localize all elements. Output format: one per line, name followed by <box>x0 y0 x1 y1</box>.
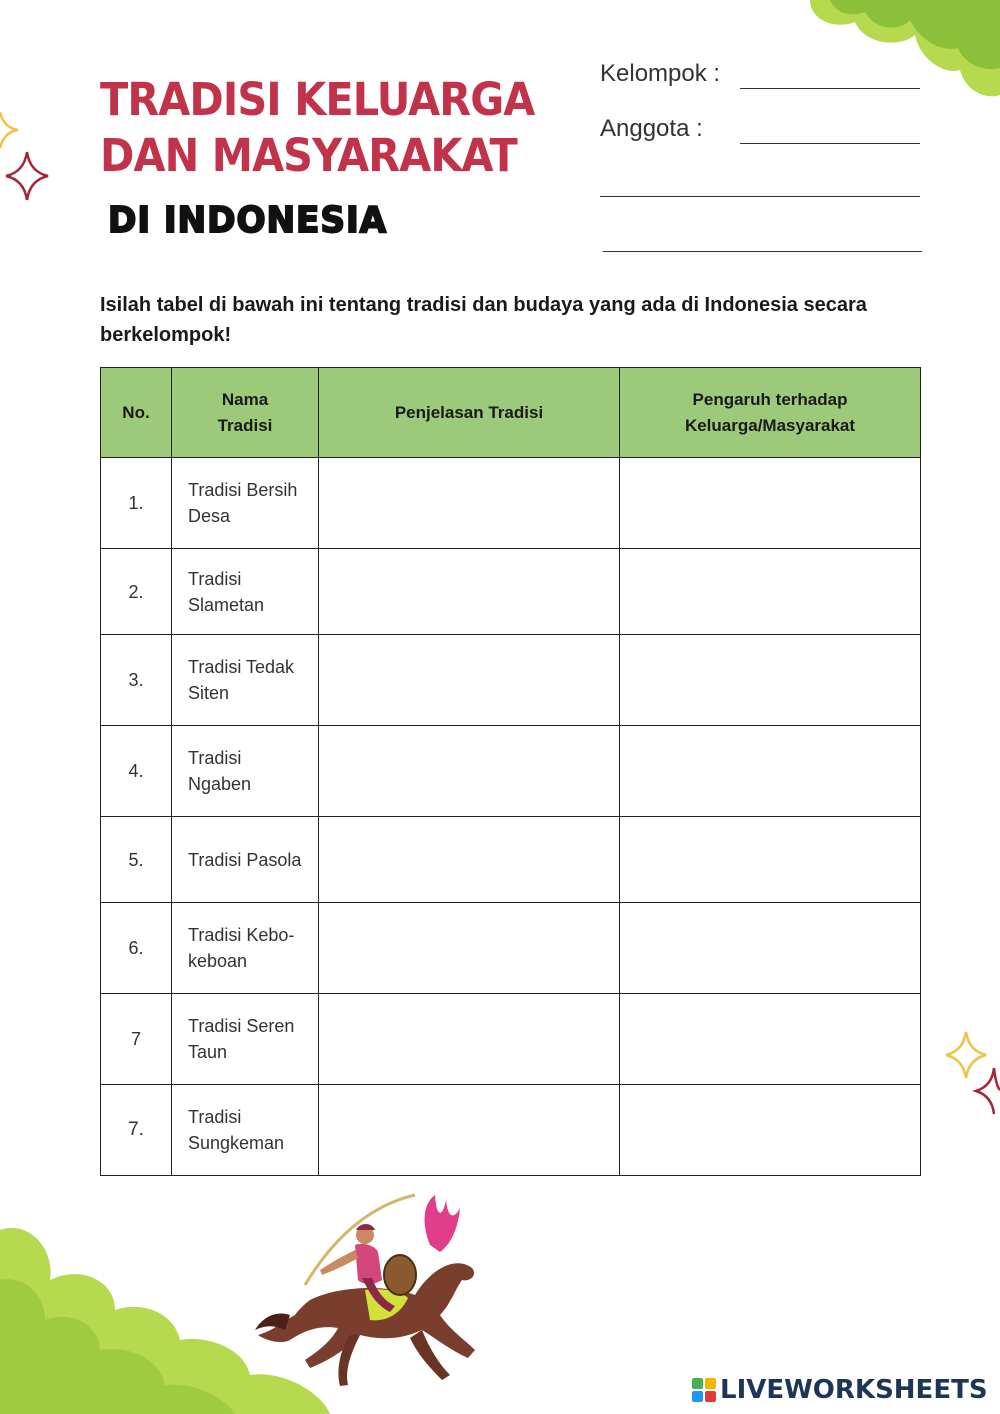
anggota-field-1[interactable] <box>740 143 920 144</box>
table-row <box>101 726 921 817</box>
pengaruh-cell[interactable] <box>620 549 921 635</box>
kelompok-label: Kelompok : <box>600 60 721 87</box>
penjelasan-cell[interactable] <box>319 994 620 1085</box>
penjelasan-cell[interactable] <box>319 549 620 635</box>
header-penjelasan: Penjelasan Tradisi <box>319 368 620 458</box>
pengaruh-cell[interactable] <box>620 1085 921 1176</box>
row-number: 6. <box>101 903 172 994</box>
tradisi-name: Tradisi Sungkeman <box>172 1085 319 1176</box>
kelompok-field[interactable] <box>740 88 920 89</box>
penjelasan-cell[interactable] <box>319 1085 620 1176</box>
instruction-text: Isilah tabel di bawah ini tentang tradisi dan budaya yang ada di Indonesia secara berkelompok! <box>100 294 867 346</box>
pengaruh-cell[interactable] <box>620 817 921 903</box>
table-row <box>101 903 921 994</box>
top-right-cloud <box>780 0 1000 120</box>
worksheet-title <box>100 72 534 184</box>
anggota-label: Anggota : <box>600 115 703 142</box>
tradisi-name: Tradisi Pasola <box>172 817 319 903</box>
anggota-field-3[interactable] <box>603 251 922 252</box>
pasola-horse-rider-illustration <box>250 1190 500 1390</box>
tradisi-name: Tradisi Ngaben <box>172 726 319 817</box>
row-number: 4. <box>101 726 172 817</box>
tradisi-name: Tradisi Seren Taun <box>172 994 319 1085</box>
row-number: 3. <box>101 635 172 726</box>
row-number: 1. <box>101 458 172 549</box>
table-row <box>101 994 921 1085</box>
table-row <box>101 1085 921 1176</box>
sparkle-right-red-icon <box>972 1066 1000 1116</box>
pengaruh-cell[interactable] <box>620 458 921 549</box>
pengaruh-cell[interactable] <box>620 903 921 994</box>
table-row <box>101 817 921 903</box>
tradisi-name: Tradisi Kebo-keboan <box>172 903 319 994</box>
sparkle-left-gold-icon <box>0 110 22 150</box>
pengaruh-cell[interactable] <box>620 994 921 1085</box>
tradisi-name: Tradisi Tedak Siten <box>172 635 319 726</box>
liveworksheets-logo-text: LIVEWORKSHEETS <box>720 1375 988 1405</box>
worksheet-subtitle: DI INDONESIA <box>108 200 388 241</box>
penjelasan-cell[interactable] <box>319 458 620 549</box>
row-number: 5. <box>101 817 172 903</box>
row-number: 7. <box>101 1085 172 1176</box>
row-number: 2. <box>101 549 172 635</box>
sparkle-left-red-icon <box>4 150 50 202</box>
table-row <box>101 635 921 726</box>
header-no: No. <box>101 368 172 458</box>
penjelasan-cell[interactable] <box>319 635 620 726</box>
table-row <box>101 458 921 549</box>
anggota-field-2[interactable] <box>600 196 920 197</box>
tradisi-table <box>100 367 921 1176</box>
penjelasan-cell[interactable] <box>319 726 620 817</box>
penjelasan-cell[interactable] <box>319 817 620 903</box>
table-row <box>101 549 921 635</box>
header-nama-tradisi: Nama Tradisi <box>172 368 319 458</box>
table-header-row <box>101 368 921 458</box>
title-line-1: TRADISI KELUARGA <box>100 73 535 126</box>
liveworksheets-logo <box>692 1374 988 1406</box>
row-number: 7 <box>101 994 172 1085</box>
liveworksheets-logo-icon <box>692 1378 716 1402</box>
pengaruh-cell[interactable] <box>620 726 921 817</box>
header-pengaruh: Pengaruh terhadap Keluarga/Masyarakat <box>620 368 921 458</box>
pengaruh-cell[interactable] <box>620 635 921 726</box>
penjelasan-cell[interactable] <box>319 903 620 994</box>
tradisi-name: Tradisi Slametan <box>172 549 319 635</box>
title-line-2: DAN MASYARAKAT <box>100 129 517 182</box>
tradisi-name: Tradisi Bersih Desa <box>172 458 319 549</box>
